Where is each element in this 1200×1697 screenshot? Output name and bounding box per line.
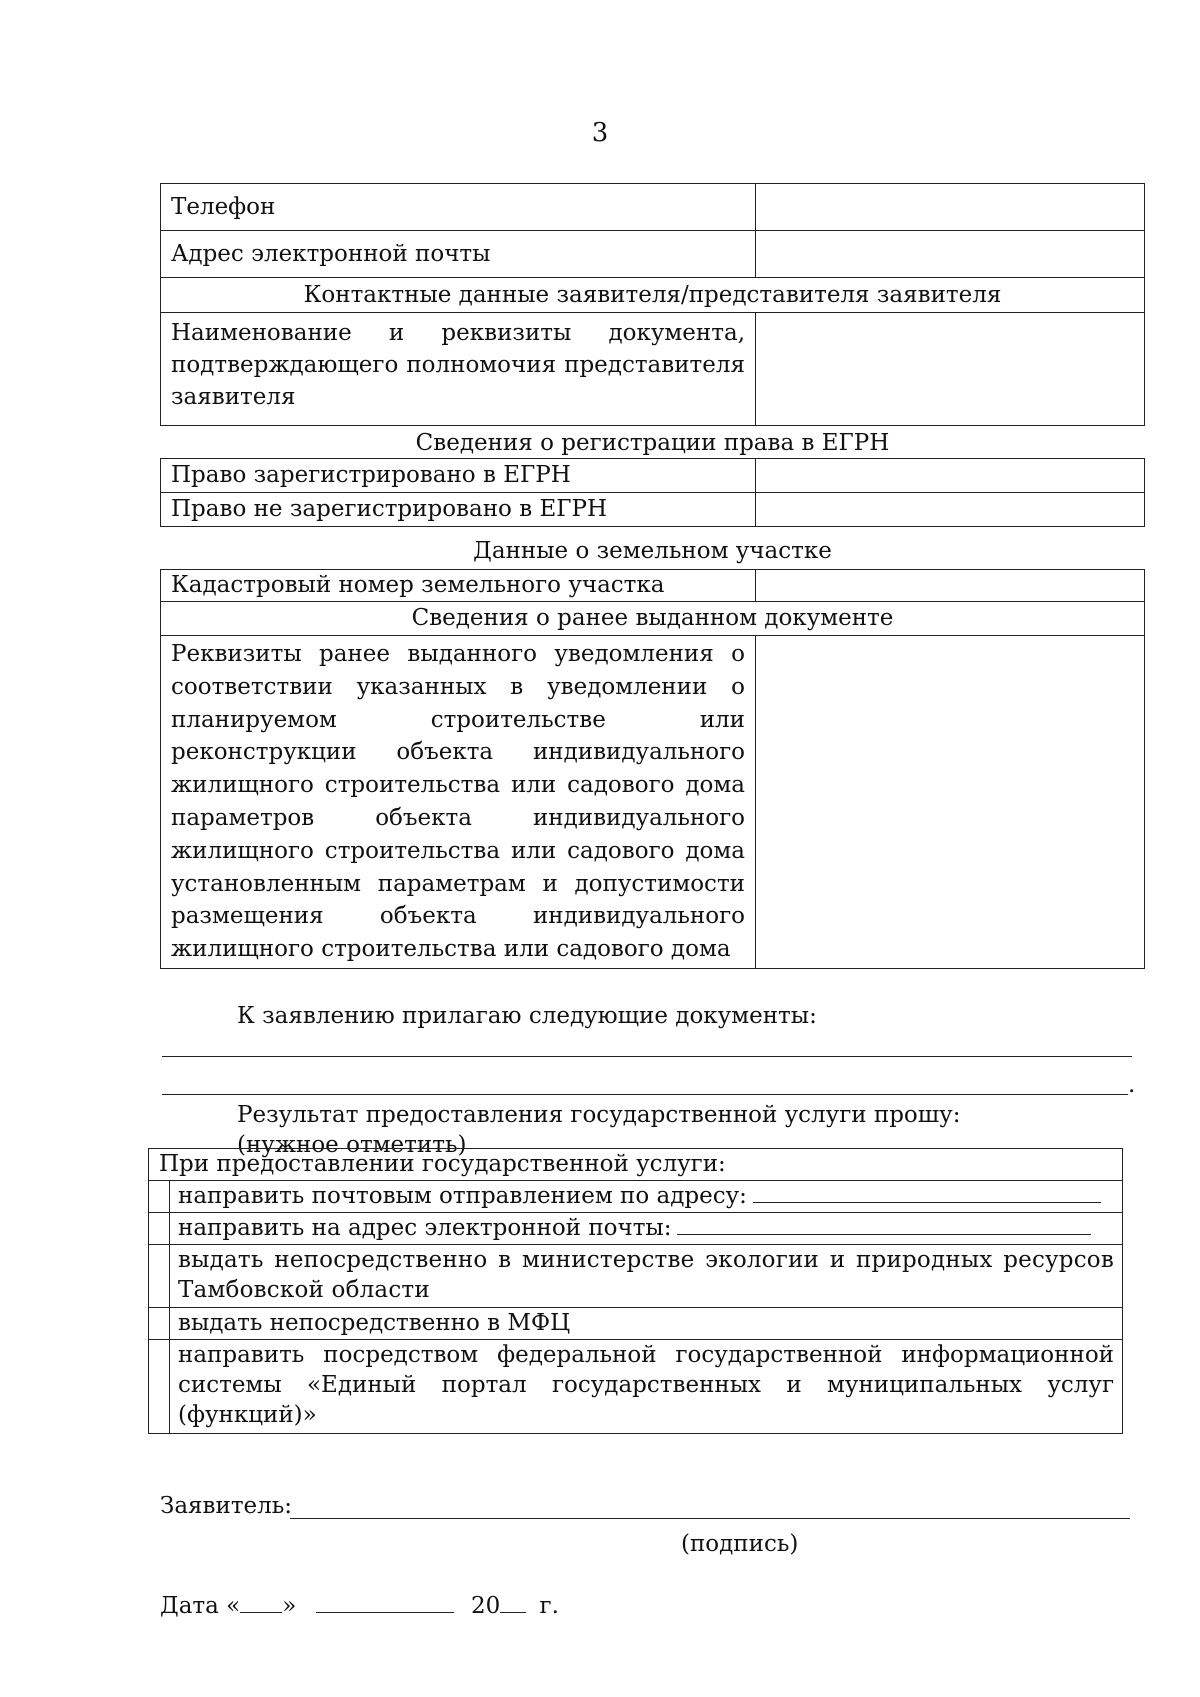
contacts-section-title: Контактные данные заявителя/представителя заявителя bbox=[161, 278, 1145, 313]
right-registered-label: Право зарегистрировано в ЕГРН bbox=[161, 459, 756, 493]
email-address-line[interactable] bbox=[677, 1214, 1091, 1235]
date-label: Дата « bbox=[160, 1593, 241, 1619]
attachments-end-mark: . bbox=[1128, 1072, 1136, 1098]
rep-document-value-field[interactable] bbox=[756, 313, 1145, 426]
result-options-header: При предоставлении государственной услуги: bbox=[149, 1149, 1123, 1181]
attachments-line-1[interactable] bbox=[162, 1056, 1132, 1057]
table-row bbox=[161, 602, 1145, 636]
right-not-registered-checkbox[interactable] bbox=[756, 493, 1145, 527]
cadastral-number-field[interactable] bbox=[756, 570, 1145, 602]
table-row bbox=[161, 184, 1145, 231]
option-label: направить на адрес электронной почты: bbox=[178, 1215, 672, 1241]
prev-document-title: Сведения о ранее выданном документе bbox=[161, 602, 1145, 636]
table-row bbox=[149, 1213, 1123, 1245]
table-row bbox=[161, 459, 1145, 493]
table-row bbox=[149, 1149, 1123, 1181]
option-checkbox[interactable] bbox=[149, 1340, 170, 1434]
option-checkbox[interactable] bbox=[149, 1181, 170, 1213]
option-email bbox=[170, 1213, 1123, 1245]
option-post bbox=[170, 1181, 1123, 1213]
right-registered-checkbox[interactable] bbox=[756, 459, 1145, 493]
table-row bbox=[161, 493, 1145, 527]
egrn-caption: Сведения о регистрации права в ЕГРН bbox=[415, 430, 890, 456]
date-close-quote: » bbox=[282, 1593, 297, 1619]
option-checkbox[interactable] bbox=[149, 1308, 170, 1340]
post-address-line[interactable] bbox=[753, 1182, 1101, 1203]
cadastral-number-label: Кадастровый номер земельного участка bbox=[161, 570, 756, 602]
option-epgu: направить посредством федеральной государственной информационной системы «Единый портал государственных и муниципальных услуг (функций)» bbox=[170, 1340, 1123, 1434]
date-year-field[interactable] bbox=[500, 1592, 526, 1613]
result-request-line: Результат предоставления государственной услуги прошу: bbox=[237, 1102, 961, 1128]
table-row bbox=[161, 570, 1145, 602]
contacts-table bbox=[160, 183, 1145, 426]
land-table bbox=[160, 569, 1145, 969]
right-not-registered-label: Право не зарегистрировано в ЕГРН bbox=[161, 493, 756, 527]
date-month-field[interactable] bbox=[316, 1592, 454, 1613]
applicant-signature-line[interactable] bbox=[290, 1518, 1130, 1519]
result-options-table bbox=[148, 1148, 1123, 1434]
table-row bbox=[161, 231, 1145, 278]
option-ministry: выдать непосредственно в министерстве экологии и природных ресурсов Тамбовской области bbox=[170, 1245, 1123, 1308]
applicant-label: Заявитель: bbox=[160, 1493, 293, 1519]
result-request-hint: (нужное отметить) bbox=[237, 1132, 467, 1158]
date-year-prefix: 20 bbox=[470, 1593, 501, 1619]
table-row bbox=[149, 1245, 1123, 1308]
table-row bbox=[149, 1340, 1123, 1434]
date-row bbox=[160, 1591, 559, 1621]
table-row bbox=[149, 1308, 1123, 1340]
prev-document-label: Реквизиты ранее выданного уведомления о соответствии указанных в уведомлении о планируемом строительстве или реконструкции объекта индивидуального жилищного строительства или садового дома параметров объекта индивидуального жилищного строительства или садового дома установленным параметрам и допустимости размещения объекта индивидуального жилищного строительства или садового дома bbox=[161, 636, 756, 969]
page-number: 3 bbox=[591, 118, 609, 148]
option-checkbox[interactable] bbox=[149, 1245, 170, 1308]
rep-document-label: Наименование и реквизиты документа, подтверждающего полномочия представителя заявителя bbox=[161, 313, 756, 426]
date-year-suffix: г. bbox=[539, 1593, 559, 1619]
option-label: направить почтовым отправлением по адресу: bbox=[178, 1183, 747, 1209]
attachments-label: К заявлению прилагаю следующие документы: bbox=[237, 1003, 817, 1029]
table-row bbox=[161, 278, 1145, 313]
option-mfc: выдать непосредственно в МФЦ bbox=[170, 1308, 1123, 1340]
attachments-line-2[interactable] bbox=[162, 1094, 1128, 1095]
phone-value-field[interactable] bbox=[756, 184, 1145, 231]
phone-label: Телефон bbox=[161, 184, 756, 231]
table-row bbox=[149, 1181, 1123, 1213]
table-row bbox=[161, 636, 1145, 969]
table-row bbox=[161, 313, 1145, 426]
option-checkbox[interactable] bbox=[149, 1213, 170, 1245]
email-label: Адрес электронной почты bbox=[161, 231, 756, 278]
signature-caption: (подпись) bbox=[681, 1531, 799, 1557]
date-day-field[interactable] bbox=[240, 1592, 282, 1613]
egrn-table bbox=[160, 458, 1145, 527]
email-value-field[interactable] bbox=[756, 231, 1145, 278]
prev-document-field[interactable] bbox=[756, 636, 1145, 969]
land-caption: Данные о земельном участке bbox=[473, 538, 832, 564]
